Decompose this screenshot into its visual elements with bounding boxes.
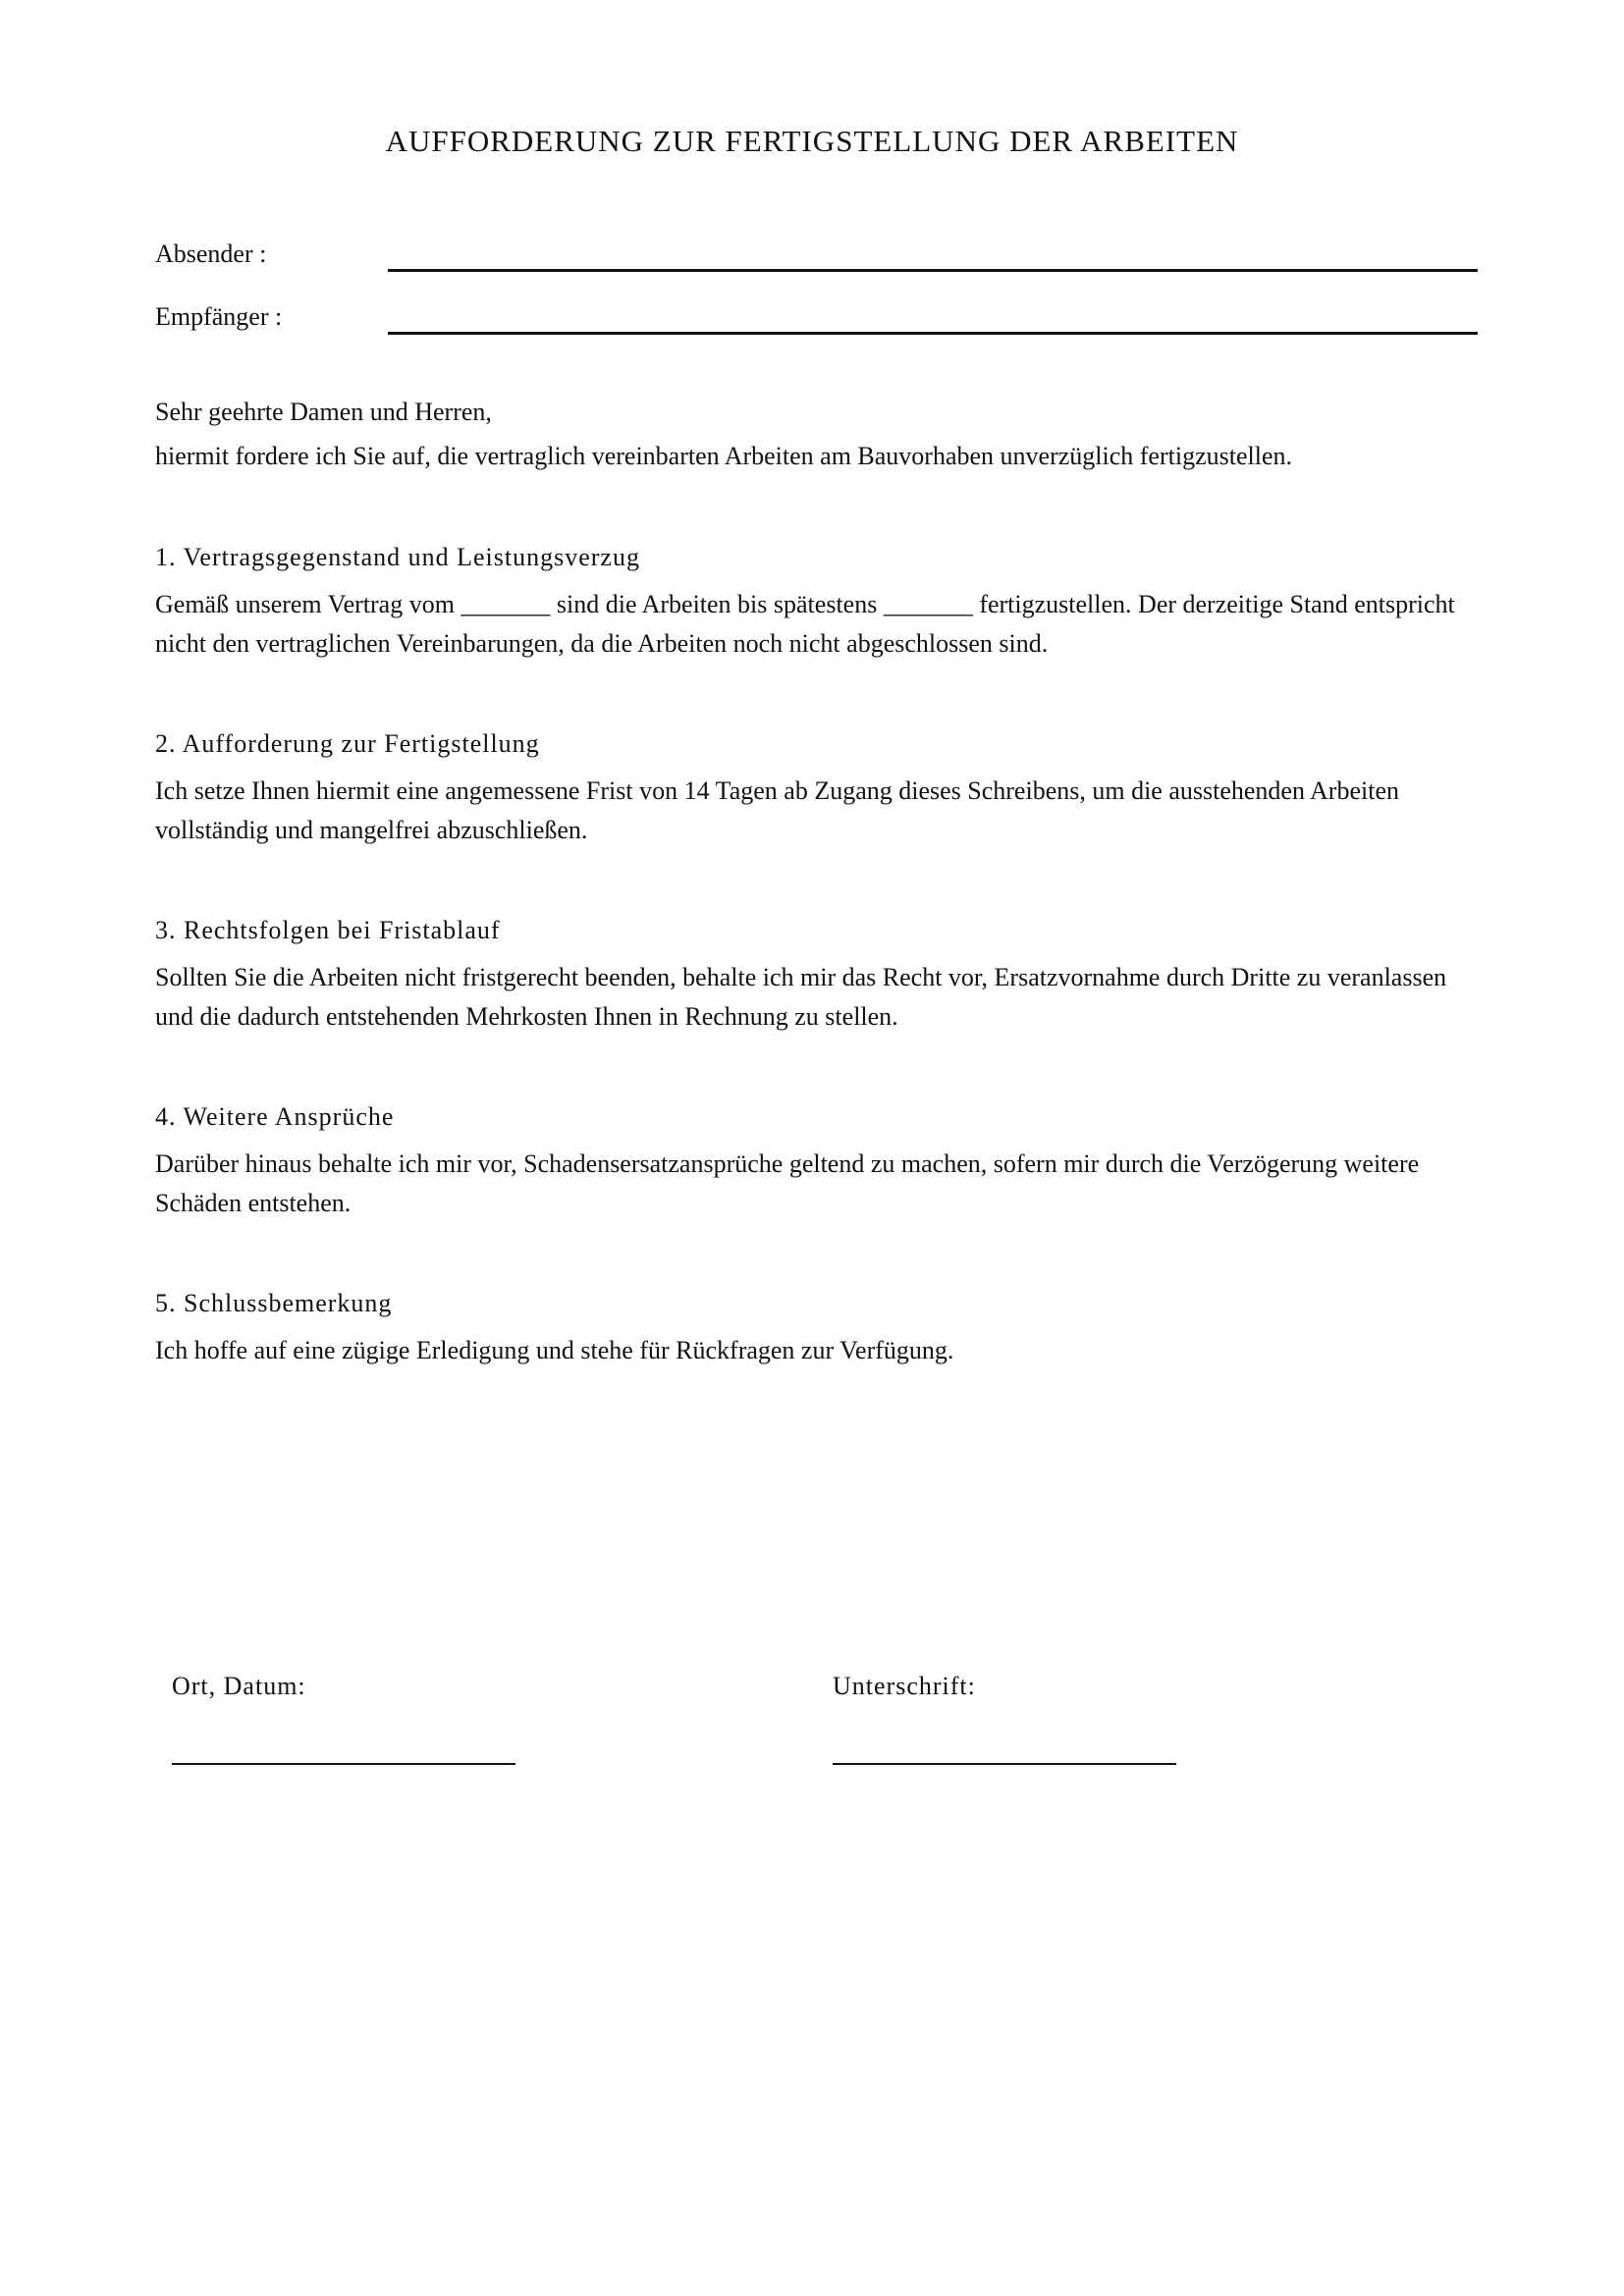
recipient-field[interactable] [388, 332, 1478, 335]
salutation: Sehr geehrte Damen und Herren, [155, 398, 492, 426]
section-body: Darüber hinaus behalte ich mir vor, Schadensersatzansprüche geltend zu machen, sofern mir durch die Verzögerung weitere Schäden entstehen. [155, 1149, 1420, 1217]
signature-field[interactable] [833, 1763, 1176, 1765]
place-date-label: Ort, Datum: [172, 1672, 306, 1700]
section-heading: 5. Schlussbemerkung [155, 1289, 393, 1317]
section-body: Gemäß unserem Vertrag vom _______ sind die Arbeiten bis spätestens _______ fertigzustellen. Der derzeitige Stand entspricht nicht den vertraglichen Vereinbarungen, da die Arbeiten noch nicht abgeschlossen sind. [155, 590, 1455, 658]
section-heading: 1. Vertragsgegenstand und Leistungsverzug [155, 543, 640, 571]
section-heading: 3. Rechtsfolgen bei Fristablauf [155, 916, 501, 944]
sender-field[interactable] [388, 269, 1478, 272]
sender-label: Absender : [155, 240, 267, 268]
section-body: Sollten Sie die Arbeiten nicht fristgerecht beenden, behalte ich mir das Recht vor, Ersatzvornahme durch Dritte zu veranlassen und die dadurch entstehenden Mehrkosten Ihnen in Rechnung zu stellen. [155, 963, 1447, 1031]
intro-paragraph: hiermit fordere ich Sie auf, die vertraglich vereinbarten Arbeiten am Bauvorhaben unverzüglich fertigzustellen. [155, 442, 1292, 470]
recipient-label: Empfänger : [155, 302, 283, 331]
place-date-field[interactable] [172, 1763, 515, 1765]
section-body: Ich setze Ihnen hiermit eine angemessene Frist von 14 Tagen ab Zugang dieses Schreibens, um die ausstehenden Arbeiten vollständig und mangelfrei abzuschließen. [155, 776, 1399, 844]
signature-label: Unterschrift: [833, 1672, 976, 1700]
section-body: Ich hoffe auf eine zügige Erledigung und stehe für Rückfragen zur Verfügung. [155, 1336, 954, 1364]
document-title: AUFFORDERUNG ZUR FERTIGSTELLUNG DER ARBEITEN [385, 124, 1239, 158]
section-heading: 2. Aufforderung zur Fertigstellung [155, 729, 540, 758]
section-heading: 4. Weitere Ansprüche [155, 1102, 395, 1131]
